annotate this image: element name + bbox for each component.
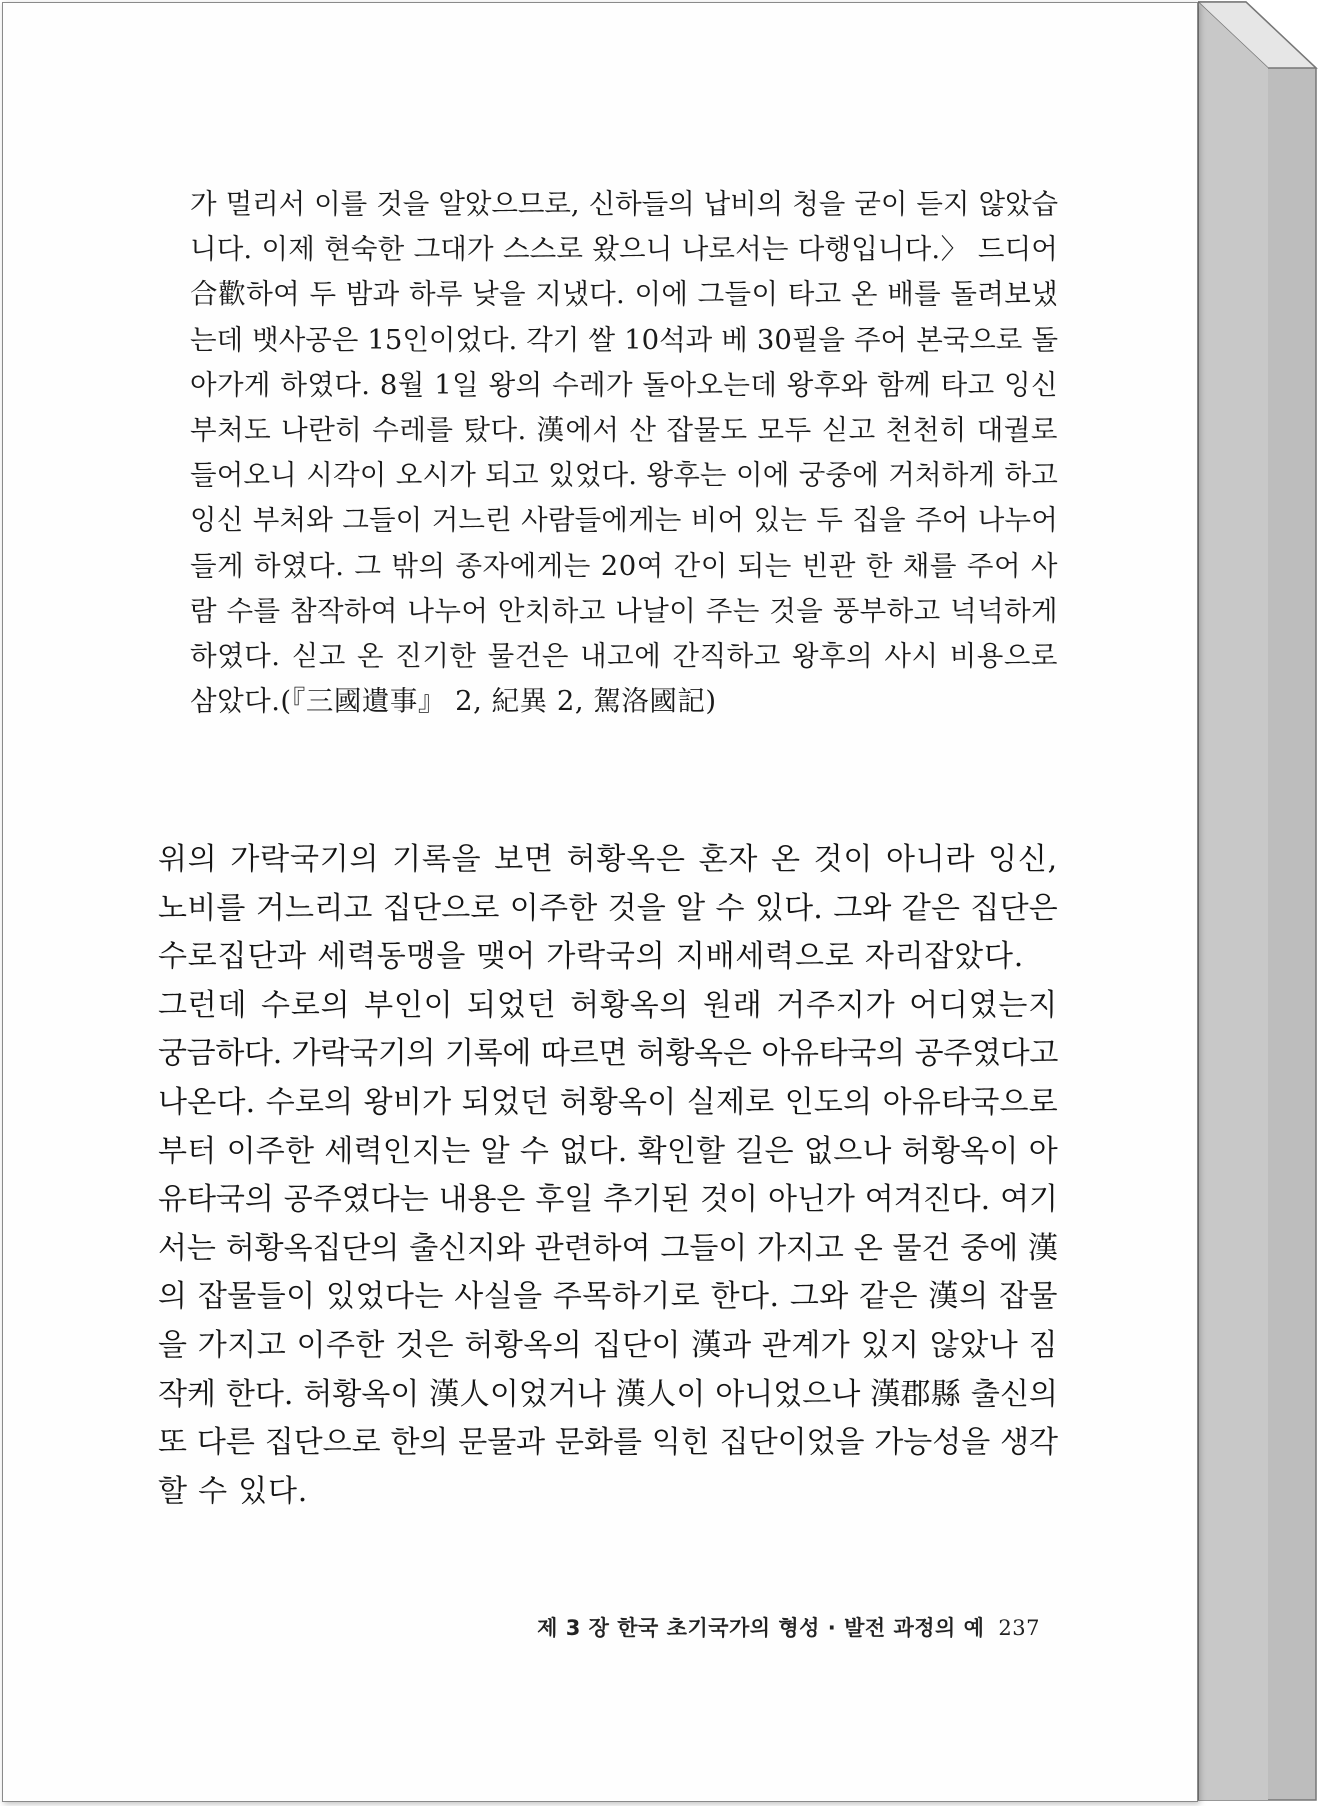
quote-line: 들게 하였다. 그 밖의 종자에게는 20여 간이 되는 빈관 한 채를 주어 사 <box>190 549 1058 582</box>
quote-line: 부처도 나란히 수레를 탔다. 漢에서 산 잡물도 모두 싣고 천천히 대궐로 <box>190 414 1058 447</box>
quoted-passage <box>190 182 1058 724</box>
quote-line: 合歡하여 두 밤과 하루 낮을 지냈다. 이에 그들이 타고 온 배를 돌려보냈 <box>190 278 1058 311</box>
body-line: 부터 이주한 세력인지는 알 수 없다. 확인할 길은 없으나 허황옥이 아 <box>158 1133 1058 1169</box>
running-footer <box>480 1612 1040 1642</box>
body-line: 노비를 거느리고 집단으로 이주한 것을 알 수 있다. 그와 같은 집단은 <box>158 890 1058 926</box>
body-line: 나온다. 수로의 왕비가 되었던 허황옥이 실제로 인도의 아유타국으로 <box>158 1084 1058 1120</box>
quote-line: 람 수를 참작하여 나누어 안치하고 나날이 주는 것을 풍부하고 넉넉하게 <box>190 594 1058 627</box>
body-line: 을 가지고 이주한 것은 허황옥의 집단이 漢과 관계가 있지 않았나 짐 <box>158 1327 1058 1363</box>
body-paragraphs <box>158 836 1058 1516</box>
quote-line: 는데 뱃사공은 15인이었다. 각기 쌀 10석과 베 30필을 주어 본국으로 돌 <box>190 323 1058 356</box>
quote-line: 니다. 이제 현숙한 그대가 스스로 왔으니 나로서는 다행입니다.〉 드디어 <box>190 233 1058 266</box>
page-number: 237 <box>998 1616 1040 1640</box>
body-line: 그런데 수로의 부인이 되었던 허황옥의 원래 거주지가 어디였는지 <box>158 987 1058 1023</box>
quote-citation-line: 삼았다.(『三國遺事』 2, 紀異 2, 駕洛國記) <box>190 685 717 718</box>
quote-line: 하였다. 싣고 온 진기한 물건은 내고에 간직하고 왕후의 사시 비용으로 <box>190 640 1058 673</box>
quote-line: 잉신 부처와 그들이 거느린 사람들에게는 비어 있는 두 집을 주어 나누어 <box>190 504 1058 537</box>
body-line: 할 수 있다. <box>158 1473 309 1509</box>
chapter-title: 제 3 장 한국 초기국가의 형성 · 발전 과정의 예 <box>537 1616 985 1640</box>
body-line: 서는 허황옥집단의 출신지와 관련하여 그들이 가지고 온 물건 중에 漢 <box>158 1230 1058 1266</box>
book-spine <box>1198 0 1319 1806</box>
body-line: 또 다른 집단으로 한의 문물과 문화를 익힌 집단이었을 가능성을 생각 <box>158 1425 1058 1461</box>
book-edge-shape <box>1198 0 1319 1806</box>
body-line: 수로집단과 세력동맹을 맺어 가락국의 지배세력으로 자리잡았다. <box>158 939 1025 975</box>
body-line: 궁금하다. 가락국기의 기록에 따르면 허황옥은 아유타국의 공주였다고 <box>158 1036 1058 1072</box>
quote-line: 들어오니 시각이 오시가 되고 있었다. 왕후는 이에 궁중에 거처하게 하고 <box>190 459 1058 492</box>
body-line: 작케 한다. 허황옥이 漢人이었거나 漢人이 아니었으나 漢郡縣 출신의 <box>158 1376 1058 1412</box>
body-line: 의 잡물들이 있었다는 사실을 주목하기로 한다. 그와 같은 漢의 잡물 <box>158 1279 1058 1315</box>
quote-line: 아가게 하였다. 8월 1일 왕의 수레가 돌아오는데 왕후와 함께 타고 잉신 <box>190 368 1058 401</box>
quote-line: 가 멀리서 이를 것을 알았으므로, 신하들의 납비의 청을 굳이 듣지 않았습 <box>190 188 1058 220</box>
body-line: 유타국의 공주였다는 내용은 후일 추기된 것이 아닌가 여겨진다. 여기 <box>158 1182 1058 1218</box>
body-line: 위의 가락국기의 기록을 보면 허황옥은 혼자 온 것이 아니라 잉신, <box>158 842 1058 877</box>
